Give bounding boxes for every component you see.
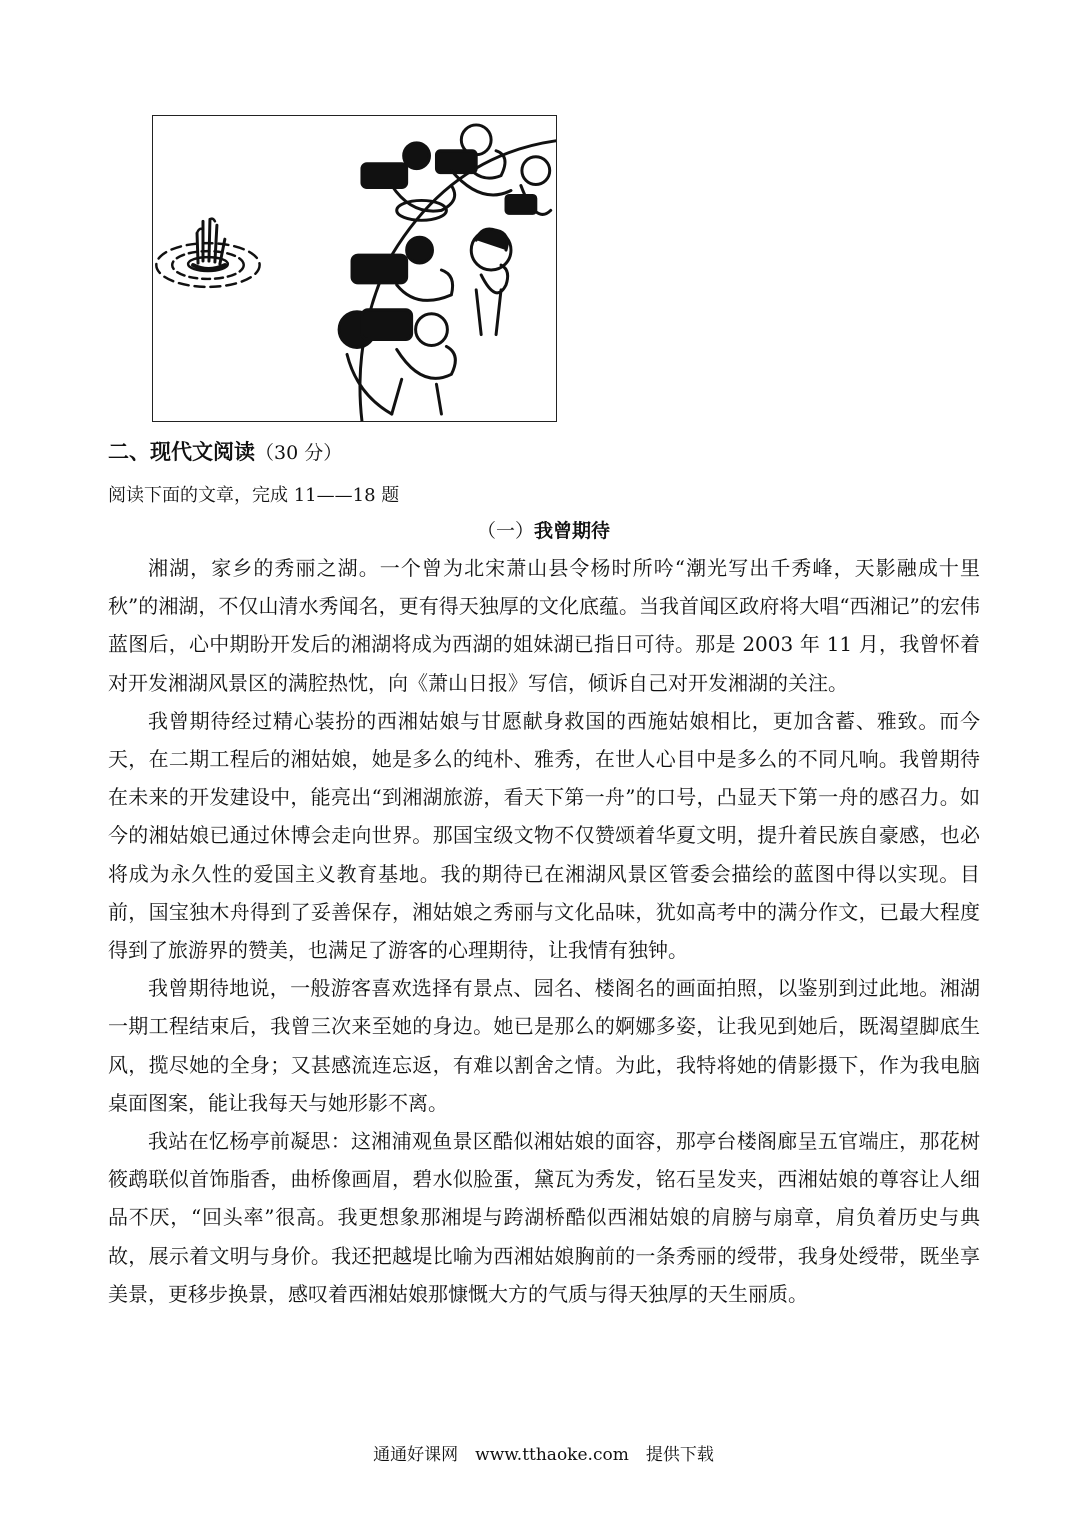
section-title: 二、现代文阅读 xyxy=(108,439,255,464)
paragraph-4: 我站在忆杨亭前凝思：这湘浦观鱼景区酷似湘姑娘的面容，那亭台楼阁廊呈五官端庄，那花树筱鹉联似首饰脂香，曲桥像画眉，碧水似脸蛋，黛瓦为秀发，铭石呈发夹，西湘姑娘的尊容让人细品不厌，“回头率”很高。我更想象那湘堤与跨湖桥酷似西湘姑娘的肩膀与扇章，肩负着历史与典故，展示着文明与身价。我还把越堤比喻为西湘姑娘胸前的一条秀丽的绶带，我身处绶带，既坐享美景，更移步换景，感叹着西湘姑娘那慷慨大方的气质与得天独厚的天生丽质。 xyxy=(108,1129,980,1306)
cartoon-drawing xyxy=(153,116,556,421)
section-score: （30 分） xyxy=(255,442,343,464)
article-heading xyxy=(0,516,1087,543)
paragraph-3: 我曾期待地说，一般游客喜欢选择有景点、园名、楼阁名的画面拍照，以鉴别到过此地。湘湖一期工程结束后，我曾三次来至她的身边。她已是那么的婀娜多姿，让我见到她后，既渴望脚底生风，揽尽她的全身；又甚感流连忘返，有难以割舍之情。为此，我特将她的倩影摄下，作为我电脑桌面图案，能让我每天与她形影不离。 xyxy=(108,976,980,1115)
drowning-hand-icon xyxy=(156,219,259,287)
article-title: 我曾期待 xyxy=(534,520,611,542)
section-heading xyxy=(108,436,342,466)
paragraph-2: 我曾期待经过精心装扮的西湘姑娘与甘愿献身救国的西施姑娘相比，更加含蓄、雅致。而今天，在二期工程后的湘姑娘，她是多么的纯朴、雅秀，在世人心目中是多么的不同凡响。我曾期待在未来的开发建设中，能亮出“到湘湖旅游，看天下第一舟”的口号，凸显天下第一舟的感召力。如今的湘姑娘已通过休博会走向世界。那国宝级文物不仅赞颂着华夏文明，提升着民族自豪感，也必将成为永久性的爱国主义教育基地。我的期待已在湘湖风景区管委会描绘的蓝图中得以实现。目前，国宝独木舟得到了妥善保存，湘姑娘之秀丽与文化品味，犹如高考中的满分作文，已最大程度得到了旅游界的赞美，也满足了游客的心理期待，让我情有独钟。 xyxy=(108,708,980,963)
article-body xyxy=(108,549,980,1313)
article-number: （一） xyxy=(476,520,534,542)
cartoon-illustration xyxy=(152,115,557,422)
reporters-crowd xyxy=(339,125,551,414)
footer-source: 通通好课网 www.tthaoke.com 提供下载 xyxy=(373,1445,714,1465)
reading-instruction: 阅读下面的文章，完成 11——18 题 xyxy=(108,485,400,506)
paragraph-1: 湘湖，家乡的秀丽之湖。一个曾为北宋萧山县令杨时所吟“潮光写出千秀峰，天影融成十里秋”的湘湖，不仅山清水秀闻名，更有得天独厚的文化底蕴。当我首闻区政府将大唱“西湘记”的宏伟蓝图后，心中期盼开发后的湘湖将成为西湖的姐妹湖已指日可待。那是 2003 年 11 月，我曾怀着对开发湘湖风景区的满腔热忱，向《萧山日报》写信，倾诉自己对开发湘湖的关注。 xyxy=(108,556,980,695)
